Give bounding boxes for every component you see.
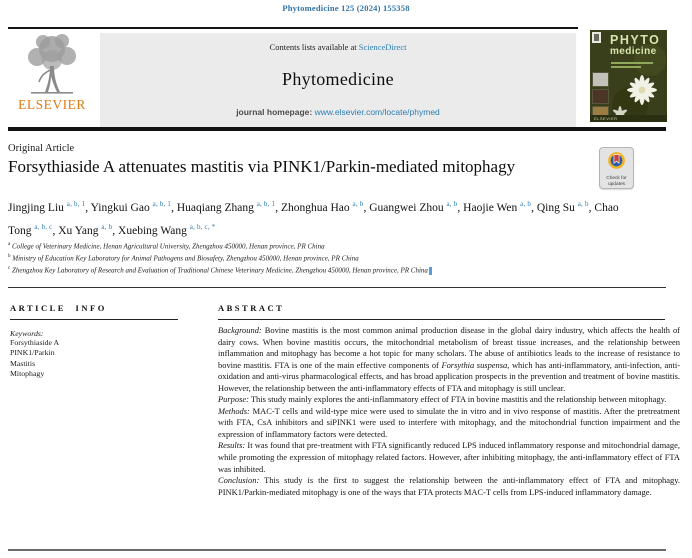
journal-cover-thumbnail[interactable] <box>590 30 667 122</box>
keyword-item: Mastitis <box>10 358 36 368</box>
abstract-column <box>218 303 680 498</box>
journal-title: Phytomedicine <box>282 69 394 89</box>
check-updates-label: Check for updates <box>606 176 627 187</box>
homepage-line <box>236 107 440 117</box>
header-top-divider <box>8 27 578 29</box>
journal-citation: Phytomedicine 125 (2024) 155358 <box>282 3 410 13</box>
cover-footer: ELSEVIER <box>590 115 667 122</box>
article-info-rule <box>10 319 178 320</box>
author-affiliation-sup[interactable]: a, b <box>577 200 589 208</box>
elsevier-tree-icon <box>8 32 96 96</box>
author: Guangwei Zhou $^{a, b}$, <box>369 200 464 214</box>
cover-title-top: PHYTO <box>610 33 661 47</box>
keyword-item: Forsythiaside A <box>10 338 60 347</box>
abstract-body <box>218 325 680 498</box>
elsevier-logo[interactable] <box>8 32 96 127</box>
author-affiliation-sup[interactable]: a, b, 1 <box>66 200 86 208</box>
section-divider <box>8 287 666 288</box>
author-affiliation-sup[interactable]: a, b <box>101 222 113 231</box>
bottom-divider <box>8 549 666 551</box>
author: Zhonghua Hao $^{a, b}$, <box>280 200 370 214</box>
article-type-label: Original Article <box>8 143 75 154</box>
article-info-heading: ARTICLE INFO <box>10 303 107 313</box>
author-affiliation-sup[interactable]: a, b, 1 <box>152 200 172 208</box>
affiliation: $^b$ Ministry of Education Key Laboratory for Animal Pathogens and Biosafety, Zhengzhou 450000, Henan province, PR China <box>8 253 359 263</box>
author: Xu Yang $^{a, b}$, <box>58 222 119 237</box>
contents-line <box>270 42 407 52</box>
keyword-item: Mitophagy <box>10 368 45 378</box>
author: Chao Tong $^{a, b, c}$, <box>8 201 619 237</box>
author: Jingjing Liu $^{a, b, 1}$, <box>8 200 91 214</box>
cover-title <box>610 34 660 58</box>
contents-prefix: Contents lists available at <box>269 42 359 52</box>
header-thick-divider <box>8 127 666 131</box>
author: Yingkui Gao $^{a, b, 1}$, <box>90 200 177 214</box>
abstract-section: Methods: MAC-T cells and wild-type mice were used to simulate the in vitro and in vivo response of mastitis. After the pretreatment with FTA, CsA inhibitors and siPINK1 were used to interfere with mitophagy, and the mitochondrial function impairment and the expression of inflammatory factors were detected. <box>218 405 680 439</box>
cover-mini-logo <box>592 32 601 43</box>
elsevier-wordmark: ELSEVIER <box>18 97 86 112</box>
abstract-section: Results: It was found that pre-treatment with FTA significantly reduced LPS induced inflammatory response and mitochondrial damage, while promoting the expression of mitophagy related factors. However, after inhibiting mitophagy, the anti-inflammatory effect of FTA was inhibited. <box>218 440 680 474</box>
affiliation: $^a$ College of Veterinary Medicine, Henan Agricultural University, Zhengzhou 450000, Henan province, PR China <box>8 242 325 251</box>
author-list <box>8 195 620 241</box>
abstract-heading: ABSTRACT <box>218 303 285 313</box>
cover-subtitle-lines <box>611 62 653 70</box>
author: Haojie Wen $^{a, b}$, <box>463 200 537 214</box>
cover-title-bottom: medicine <box>610 46 657 58</box>
author: Huaqiang Zhang $^{a, b, 1}$, <box>176 200 281 214</box>
homepage-link[interactable]: www.elsevier.com/locate/phymed <box>314 107 440 117</box>
author-affiliation-sup[interactable]: a, b, 1 <box>256 200 276 208</box>
author-affiliation-sup[interactable]: a, b <box>520 200 532 208</box>
author: Xuebing Wang $^{a, b, c, *}$ <box>118 222 216 237</box>
check-updates-icon <box>607 157 626 174</box>
text-cursor-artifact <box>429 267 432 275</box>
article-info-column <box>10 303 180 379</box>
affiliation-list <box>8 240 668 276</box>
abstract-section: Conclusion: This study is the first to suggest the relationship between the anti-inflammatory effect of FTA and mitophagy. PINK1/Parkin-mediated mitophagy is one of the ways that FTA protects MAC-T cells from LPS-induced inflammatory damage. <box>218 475 680 497</box>
homepage-prefix: journal homepage: <box>236 107 315 117</box>
keyword-item: PINK1/Parkin <box>10 348 55 358</box>
keywords-list <box>10 338 180 379</box>
author-affiliation-sup[interactable]: a, b <box>446 200 458 208</box>
author-affiliation-sup[interactable]: a, b <box>352 200 364 208</box>
article-title: Forsythiaside A attenuates mastitis via PINK1/Parkin-mediated mitophagy <box>8 157 516 176</box>
abstract-rule <box>218 319 665 320</box>
author: Qing Su $^{a, b}$, <box>536 200 595 214</box>
keywords-label: Keywords: <box>10 329 44 338</box>
check-updates-badge[interactable] <box>599 147 634 189</box>
affiliation: $^c$ Zhengzhou Key Laboratory of Research and Evaluation of Traditional Chinese Veterinary Medicine, Zhengzhou 450000, Henan province, PR China <box>8 264 668 276</box>
sciencedirect-link[interactable]: ScienceDirect <box>358 42 407 52</box>
author-affiliation-sup[interactable]: a, b, c <box>34 222 53 231</box>
abstract-section: Purpose: This study mainly explores the anti-inflammatory effect of FTA in bovine mastitis and the relationship between mitophagy. <box>218 394 667 405</box>
abstract-section: Background: Bovine mastitis is the most common animal production disease in the global dairy industry, which affects the health of dairy cows. When bovine mastitis occurs, the mitochondrial metabolism of breast tissue increases, and the relationship between inflammation and mitophagy has become a hot topic for many scholars. The abuse of antibiotics leads to the increase of resistance to bovine mastitis. FTA is one of the main effective components of Forsythia suspensa, which has anti-inflammatory, anti-infection, anti-oxidation and anti-virus pharmacological effects, and has broad application prospects in the prevention and treatment of bovine mastitis. However, the relationship between the anti-inflammatory effects of FTA and mitophagy is still unclear. <box>218 325 681 393</box>
journal-header-box <box>100 33 576 127</box>
author-affiliation-sup[interactable]: a, b, c, * <box>189 222 216 231</box>
